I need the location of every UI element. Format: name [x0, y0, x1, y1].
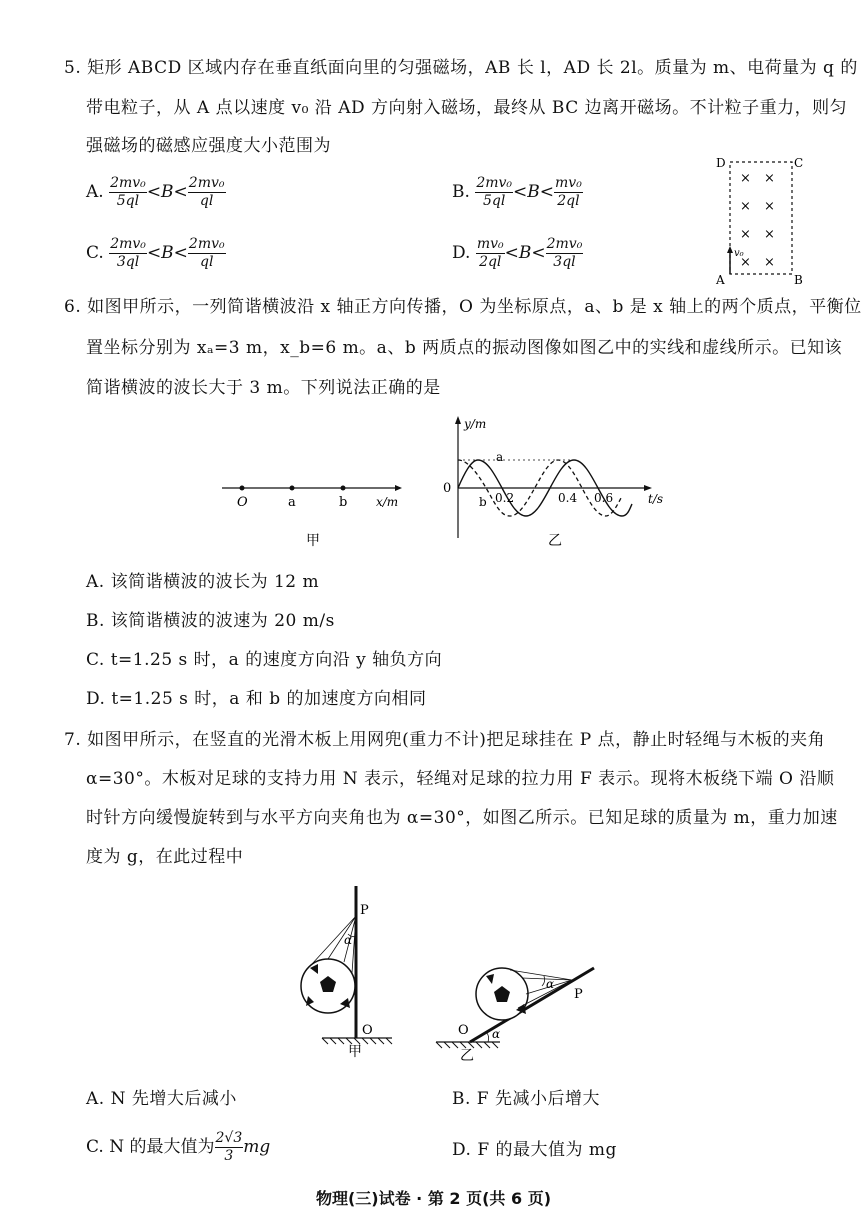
q7-option-b: B. F 先减小后增大: [452, 1089, 600, 1109]
label-B: B: [794, 273, 803, 287]
field-cross-marks: [740, 171, 775, 270]
caption-yi: 乙: [548, 533, 562, 549]
q5-stem-line2: 带电粒子，从 A 点以速度 v₀ 沿 AD 方向射入磁场，最终从 BC 边离开磁场。不计粒子重力，则匀: [86, 98, 848, 118]
svg-text:×: ×: [764, 199, 775, 214]
q6-stem-line3: 简谐横波的波长大于 3 m。下列说法正确的是: [86, 378, 441, 398]
label-O-jia: O: [362, 1023, 373, 1038]
q5-option-d: D. $\frac{\text{mv₀}}{2ql}$ <B< $\frac{\text{2mv₀}}{3ql}$: [452, 236, 583, 270]
svg-text:×: ×: [740, 199, 751, 214]
q7-stem-line2: α=30°。木板对足球的支持力用 N 表示，轻绳对足球的拉力用 F 表示。现将木板绕下端 O 沿顺: [86, 769, 835, 789]
t-axis-label: t/s: [648, 492, 664, 506]
label-A: A: [716, 273, 725, 287]
q7-stem-line1: 7. 如图甲所示，在竖直的光滑木板上用网兜(重力不计)把足球挂在 P 点，静止时轻绳与木板的夹角: [64, 730, 826, 750]
curve-a-label: a: [496, 450, 504, 464]
velocity-label: v₀: [734, 248, 744, 259]
q6-option-d: D. t=1.25 s 时，a 和 b 的加速度方向相同: [86, 689, 427, 709]
svg-text:×: ×: [764, 227, 775, 242]
tick-label-0.6: 0.6: [594, 491, 614, 505]
caption-jia: 甲: [306, 533, 320, 549]
q6-figure-yi: [438, 408, 678, 558]
q6-stem-line2: 置坐标分别为 xₐ=3 m，x_b=6 m。a、b 两质点的振动图像如图乙中的实线和虚线所示。已知该: [86, 338, 843, 358]
x-axis-arrow: [395, 485, 402, 491]
q6-option-a: A. 该简谐横波的波长为 12 m: [86, 572, 320, 592]
curve-b-label: b: [479, 495, 487, 509]
q6-option-c: C. t=1.25 s 时，a 的速度方向沿 y 轴负方向: [86, 650, 443, 670]
label-C: C: [794, 156, 804, 170]
point-a: [290, 486, 295, 491]
axis-label: x/m: [376, 495, 399, 509]
zero-label: 0: [443, 481, 452, 496]
q6-figure-jia: [218, 470, 408, 550]
tick-label-0.2: 0.2: [495, 491, 515, 505]
q5-stem-line1: 5. 矩形 ABCD 区域内存在垂直纸面向里的匀强磁场，AB 长 l，AD 长 2l。质量为 m、电荷量为 q 的: [64, 58, 858, 78]
label-alpha-jia: α: [344, 933, 353, 947]
q7-stem-line3: 时针方向缓慢旋转到与水平方向夹角也为 α=30°，如图乙所示。已知足球的质量为 m，重力加速: [86, 808, 838, 828]
velocity-arrow-head: [727, 246, 733, 253]
point-origin: [240, 486, 245, 491]
t-axis-arrow: [644, 485, 652, 491]
y-axis-label: y/m: [464, 417, 487, 431]
svg-text:×: ×: [740, 171, 751, 186]
label-D: D: [716, 156, 726, 170]
q7-option-d: D. F 的最大值为 mg: [452, 1140, 617, 1160]
label-a: a: [288, 495, 296, 510]
label-O-yi: O: [458, 1023, 469, 1038]
page-footer: 物理(三)试卷 · 第 2 页(共 6 页): [315, 1189, 552, 1208]
label-origin: O: [237, 495, 248, 510]
caption-jia-q7: 甲: [348, 1044, 362, 1060]
label-P-jia: P: [360, 903, 369, 918]
y-axis-arrow: [455, 416, 461, 424]
q7-option-a: A. N 先增大后减小: [86, 1089, 237, 1109]
q5-option-b: B. $\frac{\text{2mv₀}}{5ql}$ <B< $\frac{\text{mv₀}}{2ql}$: [452, 175, 582, 209]
q5-option-c: C. $\frac{\text{2mv₀}}{3ql}$ <B< $\frac{\text{2mv₀}}{ql}$: [86, 236, 225, 270]
q5-option-a: A. $\frac{\text{2mv₀}}{5ql}$ <B< $\frac{\text{2mv₀}}{ql}$: [86, 175, 225, 209]
label-P-yi: P: [574, 987, 583, 1002]
label-alpha-yi: α: [546, 977, 555, 991]
q7-figure: [290, 878, 610, 1078]
q6-option-b: B. 该简谐横波的波速为 20 m/s: [86, 611, 335, 631]
q6-stem-line1: 6. 如图甲所示，一列简谐横波沿 x 轴正方向传播，O 为坐标原点，a、b 是 x 轴上的两个质点，平衡位: [64, 297, 862, 317]
svg-text:×: ×: [740, 255, 751, 270]
caption-yi-q7: 乙: [460, 1048, 474, 1064]
q5-stem-line3: 强磁场的磁感应强度大小范围为: [86, 136, 331, 156]
q5-magnetic-field-figure: [712, 152, 812, 290]
svg-text:×: ×: [740, 227, 751, 242]
label-b: b: [339, 495, 348, 510]
svg-text:×: ×: [764, 171, 775, 186]
alpha-arc-yi: [542, 976, 545, 986]
tick-label-0.4: 0.4: [558, 491, 578, 505]
svg-text:×: ×: [764, 255, 775, 270]
point-b: [341, 486, 346, 491]
q7-stem-line4: 度为 g，在此过程中: [86, 847, 244, 867]
q7-option-c: C. N 的最大值为 $\frac{2√3}{3}$ mg: [86, 1130, 271, 1164]
label-alpha-ground: α: [492, 1027, 501, 1041]
